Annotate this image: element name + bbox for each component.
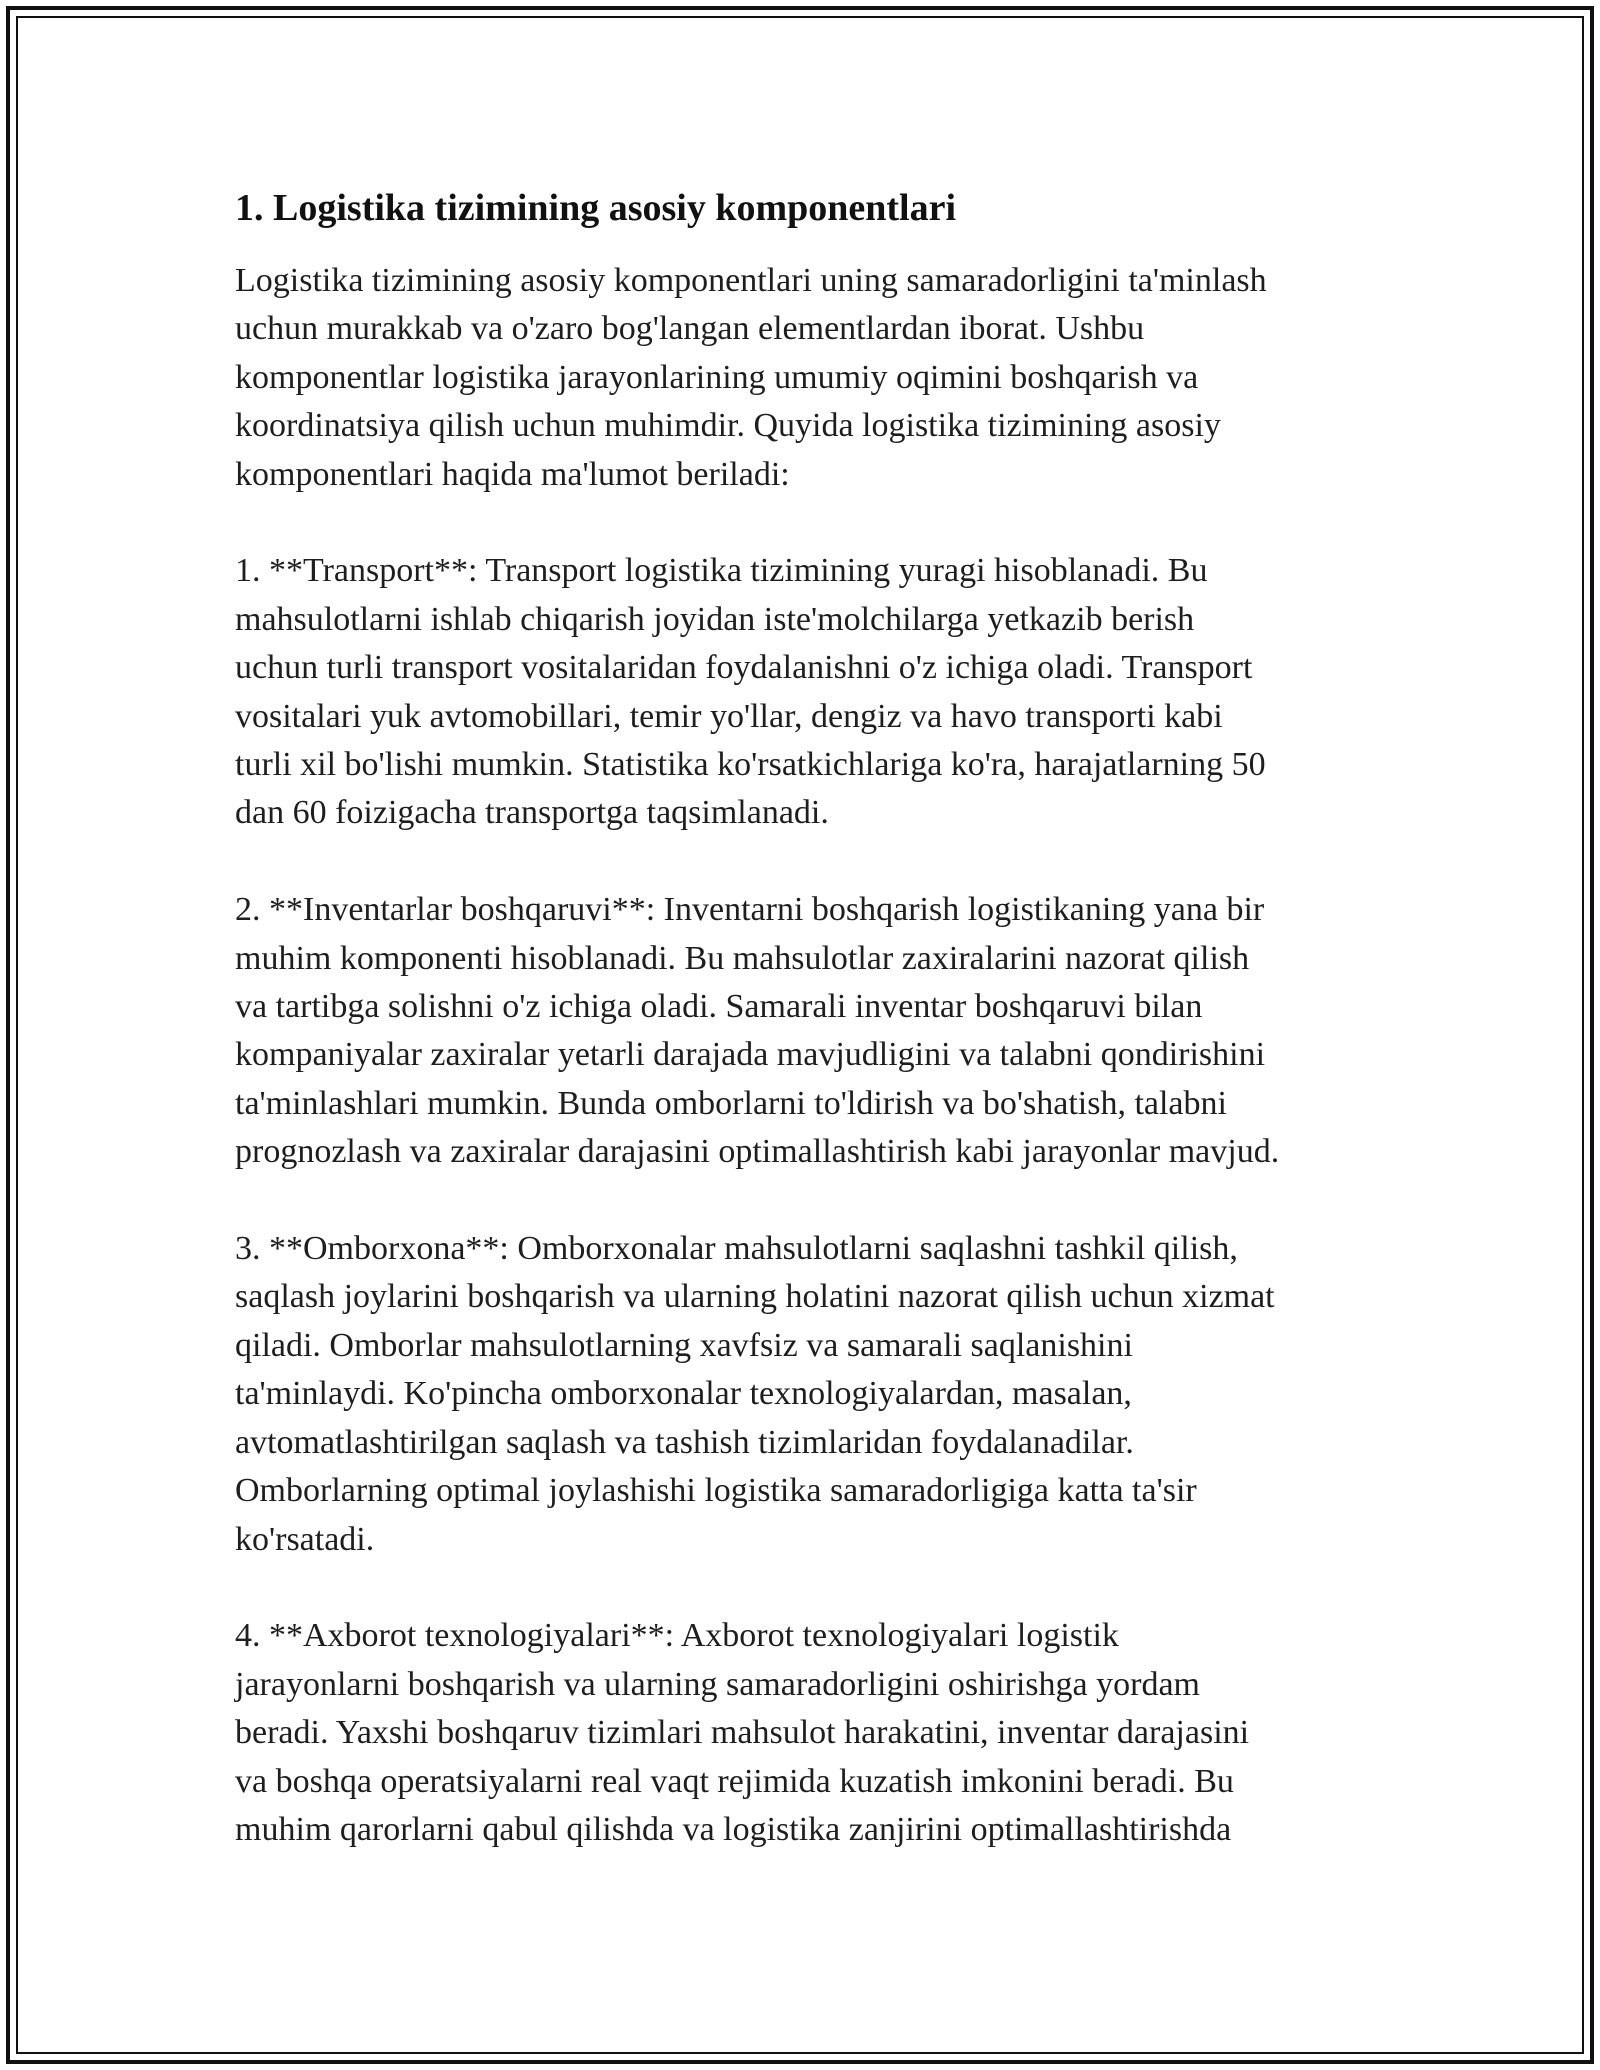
- warehouse-paragraph: 3. **Omborxona**: Omborxonalar mahsulotlarni saqlashni tashkil qilish, saqlash joylarini boshqarish va ularning holatini nazorat qilish uchun xizmat qiladi. Omborlar mahsulotlarning xavfsiz va samarali saqlanishini ta'minlaydi. Ko'pincha omborxonalar texnologiyalardan, masalan, avtomatlashtirilgan saqlash va tashish tizimlaridan foydalanadilar. Omborlarning optimal joylashishi logistika samaradorligiga katta ta'sir ko'rsatadi.: [235, 1230, 1275, 1558]
- inventory-paragraph: 2. **Inventarlar boshqaruvi**: Inventarni boshqarish logistikaning yana bir muhim komponenti hisoblanadi. Bu mahsulotlar zaxiralarini nazorat qilish va tartibga solishni o'z ichiga oladi. Samarali inventar boshqaruvi bilan kompaniyalar zaxiralar yetarli darajada mavjudligini va talabni qondirishini ta'minlashlari mumkin. Bunda omborlarni to'ldirish va bo'shatish, talabni prognozlash va zaxiralar darajasini optimallashtirish kabi jarayonlar mavjud.: [235, 891, 1280, 1171]
- document-body: [235, 185, 1375, 1903]
- section-heading: 1. Logistika tizimining asosiy komponentlari: [235, 187, 957, 229]
- it-paragraph: 4. **Axborot texnologiyalari**: Axborot texnologiyalari logistik jarayonlarni boshqarish va ularning samaradorligini oshirishga yordam beradi. Yaxshi boshqaruv tizimlari mahsulot harakatini, inventar darajasini va boshqa operatsiyalarni real vaqt rejimida kuzatish imkonini beradi. Bu muhim qarorlarni qabul qilishda va logistika zanjirini optimallashtirishda: [235, 1617, 1250, 1848]
- transport-paragraph: 1. **Transport**: Transport logistika tizimining yuragi hisoblanadi. Bu mahsulotlarni ishlab chiqarish joyidan iste'molchilarga yetkazib berish uchun turli transport vositalaridan foydalanishni o'z ichiga oladi. Transport vositalari yuk avtomobillari, temir yo'llar, dengiz va havo transporti kabi turli xil bo'lishi mumkin. Statistika ko'rsatkichlariga ko'ra, harajatlarning 50 dan 60 foizigacha transportga taqsimlanadi.: [235, 552, 1266, 832]
- intro-paragraph: Logistika tizimining asosiy komponentlari uning samaradorligini ta'minlash uchun murakkab va o'zaro bog'langan elementlardan iborat. Ushbu komponentlar logistika jarayonlarining umumiy oqimini boshqarish va koordinatsiya qilish uchun muhimdir. Quyida logistika tizimining asosiy komponentlari haqida ma'lumot beriladi:: [235, 262, 1267, 493]
